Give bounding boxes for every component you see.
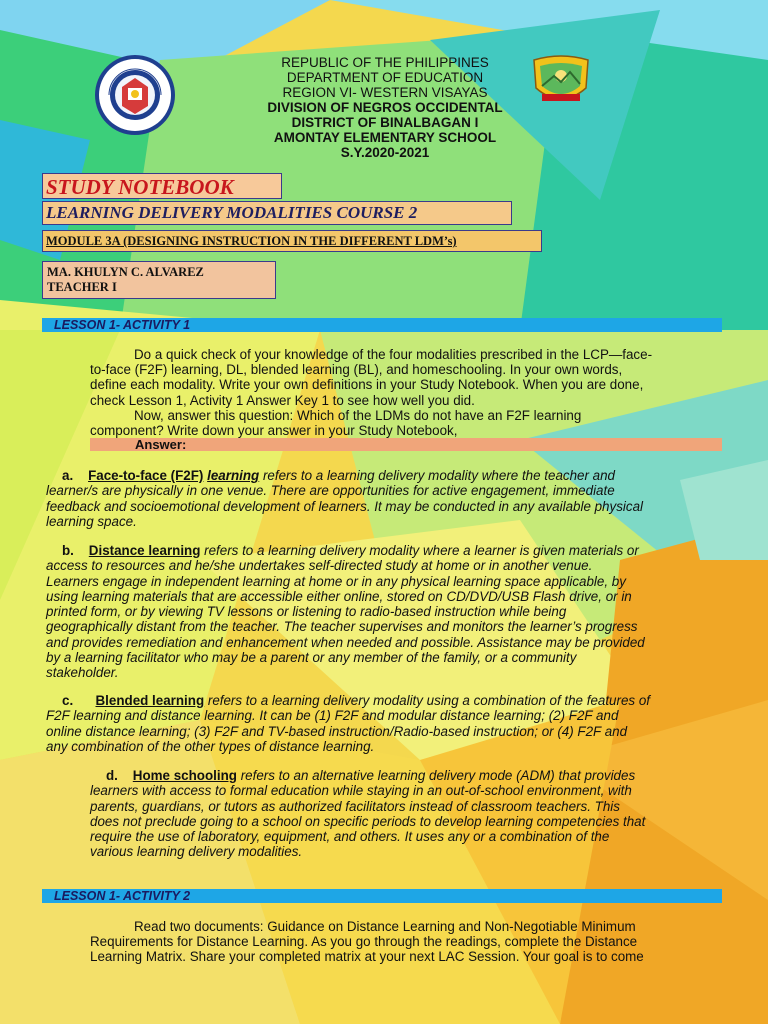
lesson-1-activity-1-bar: LESSON 1- ACTIVITY 1 <box>42 318 722 332</box>
answer-item-d <box>90 768 730 860</box>
course-title: LEARNING DELIVERY MODALITIES COURSE 2 <box>42 201 512 225</box>
header-line-department: DEPARTMENT OF EDUCATION <box>286 70 484 85</box>
item-term: Face-to-face (F2F) <box>88 468 204 483</box>
item-term: Blended learning <box>95 693 205 708</box>
item-definition-line: stakeholder. <box>46 665 119 681</box>
item-definition-line: parents, guardians, or tutors as authorized facilitators instead of classroom teachers. This <box>90 798 620 814</box>
intro-line: check Lesson 1, Activity 1 Answer Key 1 to see how well you did. <box>90 392 475 408</box>
lesson-1-intro <box>90 347 750 438</box>
header-line-school: AMONTAY ELEMENTARY SCHOOL <box>273 130 497 145</box>
teacher-name: MA. KHULYN C. ALVAREZ <box>47 265 204 279</box>
item-definition-line: refers to a learning delivery modality using a combination of the features of <box>204 693 650 708</box>
teacher-position: TEACHER I <box>47 280 117 294</box>
deped-seal-logo <box>94 54 176 136</box>
header-line-division: DIVISION OF NEGROS OCCIDENTAL <box>267 100 503 115</box>
header-line-school-year: S.Y.2020-2021 <box>340 145 430 160</box>
lesson-1-activity-2-bar: LESSON 1- ACTIVITY 2 <box>42 889 722 903</box>
document-header <box>190 55 580 160</box>
item-marker: c. <box>62 693 74 708</box>
header-line-republic: REPUBLIC OF THE PHILIPPINES <box>281 55 489 70</box>
lesson-2-intro <box>90 919 750 965</box>
header-line-region: REGION VI- WESTERN VISAYAS <box>282 85 488 100</box>
item-definition-line: refers to a learning delivery modality where a learner is given materials or <box>200 543 639 558</box>
item-term: Distance learning <box>88 543 201 558</box>
module-title: MODULE 3A (DESIGNING INSTRUCTION IN THE DIFFERENT LDM’s) <box>42 230 542 252</box>
header-line-district: DISTRICT OF BINALBAGAN I <box>291 115 479 130</box>
item-definition-line: by a learning facilitator who may be a parent or any member of the family, or a community <box>46 650 577 666</box>
item-marker: a. <box>62 468 74 483</box>
item-definition-line: learners with access to formal education while staying in an out-of-school environment, with <box>90 783 632 799</box>
item-definition-line: F2F learning and distance learning. It can be (1) F2F and modular distance learning; (2) F2F and <box>46 708 619 724</box>
lesson2-line: Read two documents: Guidance on Distance Learning and Non-Negotiable Minimum <box>134 919 636 934</box>
item-definition-line: learning space. <box>46 513 137 529</box>
item-marker: b. <box>62 543 74 558</box>
item-term: Home schooling <box>132 768 237 783</box>
item-definition-line: and provides remediation and enhancement when needed and possible. Assistance may be provided <box>46 634 645 650</box>
answer-label-bar: Answer: <box>90 438 722 451</box>
intro-line: to-face (F2F) learning, DL, blended learning (BL), and homeschooling. In your own words, <box>90 362 623 378</box>
item-definition-line: require the use of laboratory, equipment, and others. It uses any or a combination of the <box>90 829 610 845</box>
item-term-italic: learning <box>207 468 260 483</box>
item-definition-line: does not preclude going to a school on specific periods to develop learning competencies that <box>90 813 646 829</box>
lesson2-line: Requirements for Distance Learning. As you go through the readings, complete the Distance <box>90 934 638 950</box>
question-line: component? Write down your answer in your Study Notebook, <box>90 423 458 439</box>
item-definition-line: various learning delivery modalities. <box>90 844 303 860</box>
item-definition-line: access to resources and he/she undertakes self-directed study at home or in another venue. <box>46 558 593 574</box>
answer-item-b <box>46 543 736 681</box>
intro-line: define each modality. Write your own definitions in your Study Notebook. When you are done, <box>90 377 644 393</box>
item-definition-line: feedback and socioemotional development of learners. It may be conducted in any available physical <box>46 498 643 514</box>
item-definition-line: geographically distant from the teacher. The teacher supervises and monitors the learner’s progress <box>46 619 638 635</box>
lesson2-line: Learning Matrix. Share your completed matrix at your next LAC Session. Your goal is to come <box>90 949 644 965</box>
teacher-info-box <box>42 261 276 299</box>
answer-item-c <box>46 693 736 754</box>
item-definition-line: learner/s are physically in one venue. There are opportunities for active engagement, immediate <box>46 483 615 499</box>
item-definition-line: using learning materials that are accessible either online, stored on CD/DVD/USB Flash drive, or in <box>46 588 632 604</box>
item-definition-line: refers to a learning delivery modality where the teacher and <box>259 468 616 483</box>
intro-line: Do a quick check of your knowledge of the four modalities prescribed in the LCP—face- <box>134 347 653 362</box>
question-line: Now, answer this question: Which of the LDMs do not have an F2F learning <box>134 407 582 423</box>
study-notebook-title: STUDY NOTEBOOK <box>42 173 282 199</box>
item-definition-line: online distance learning; (3) F2F and TV-based instruction/Radio-based instruction; or (4) F2F and <box>46 723 628 739</box>
item-definition-line: printed form, or by viewing TV lessons or listening to radio-based instruction while being <box>46 604 567 620</box>
item-definition-line: refers to an alternative learning delivery mode (ADM) that provides <box>236 768 636 783</box>
item-marker: d. <box>106 768 118 783</box>
item-definition-line: Learners engage in independent learning at home or in any physical learning space applicable, by <box>46 573 626 589</box>
answer-item-a <box>46 468 736 529</box>
item-definition-line: any combination of the other types of distance learning. <box>46 738 375 754</box>
